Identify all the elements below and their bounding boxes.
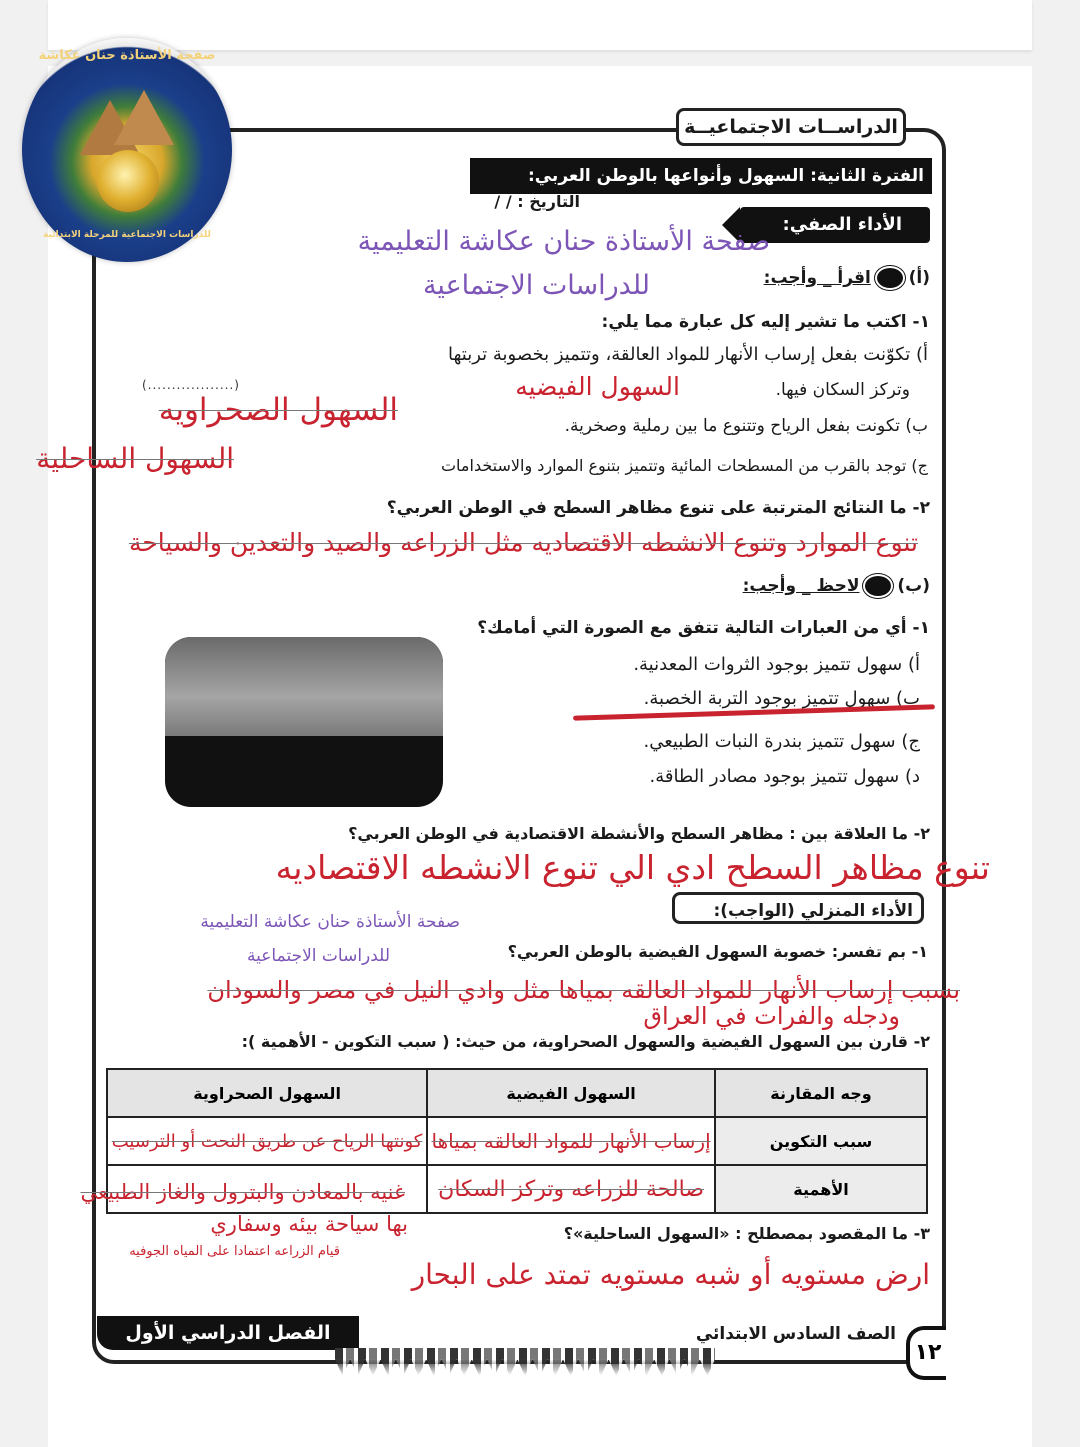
hw-q3-title: ٣- ما المقصود بمصطلح : «السهول الساحلية»؟ <box>563 1224 930 1243</box>
b-q1-title: ١- أي من العبارات التالية تتفق مع الصورة التي أمامك؟ <box>477 618 930 638</box>
answer-text: إرساب الأنهار للمواد العالقه بمياها <box>431 1129 711 1153</box>
globe-icon <box>97 150 159 212</box>
table-header-row <box>107 1069 927 1117</box>
watermark-2-line1: صفحة الأستاذة حنان عكاشة التعليمية <box>200 912 460 932</box>
a-q1-item-c: ج) توجد بالقرب من المسطحات المائية وتتميز بتنوع الموارد والاستخدامات <box>440 456 928 475</box>
row-label-importance: الأهمية <box>715 1165 927 1213</box>
grade-label: الصف السادس الابتدائي <box>695 1324 896 1344</box>
watermark-2-line2: للدراسات الاجتماعية <box>247 946 390 966</box>
logo-ring-text-top: صفحة الأستاذة حنان عكاشة <box>38 48 216 63</box>
photo-sky <box>165 637 443 736</box>
a-q1-item-a-line1: أ) تكوّنت بفعل إرساب الأنهار للمواد العالقة، وتتميز بخصوبة تربتها <box>448 344 928 365</box>
page-number: ١٢ <box>906 1326 946 1380</box>
desert-plain-photo <box>165 637 443 807</box>
teacher-page-logo <box>22 38 232 262</box>
b-q2-title: ٢- ما العلاقة بين : مظاهر السطح والأنشطة الاقتصادية في الوطن العربي؟ <box>348 824 930 843</box>
previous-post-card <box>48 0 1032 50</box>
part-a-letter: (أ) <box>908 268 930 288</box>
part-b-label: لاحظ _ وأجب: <box>742 576 860 596</box>
b-option-d: د) سهول تتميز بوجود مصادر الطاقة. <box>649 766 920 787</box>
answer-text: كونتها الرياح عن طريق النحت أو الترسيب <box>111 1130 423 1152</box>
a-q1-item-a-answer: السهول الفيضيه <box>515 372 680 401</box>
table-header-aspect: وجه المقارنة <box>715 1069 927 1117</box>
date-label: التاريخ : / / <box>494 192 580 211</box>
audio-eye-icon <box>877 268 903 288</box>
a-q1-item-b-answer: السهول الصحراويه <box>158 392 398 428</box>
a-q2-answer: تنوع الموارد وتنوع الانشطه الاقتصاديه مثل الزراعه والصيد والتعدين والسياحة <box>128 528 918 557</box>
answer-text: صالحة للزراعه وتركز السكان <box>438 1176 704 1202</box>
a-q1-item-b: ب) تكونت بفعل الرياح وتتنوع ما بين رملية وصخرية. <box>564 416 928 436</box>
row-label-formation: سبب التكوين <box>715 1117 927 1165</box>
b-q2-answer: تنوع مظاهر السطح ادي الي تنوع الانشطه الاقتصاديه <box>275 848 990 887</box>
hw-q3-answer: ارض مستويه أو شبه مستويه تمتد على البحار <box>411 1258 930 1291</box>
term-label: الفصل الدراسي الأول <box>97 1316 359 1350</box>
hw-q2-title: ٢- قارن بين السهول الفيضية والسهول الصحراوية، من حيث: ( سبب التكوين - الأهمية ): <box>241 1032 930 1051</box>
b-option-b: ب) سهول تتميز بوجود التربة الخصبة. <box>643 688 920 709</box>
lesson-title-bar: الفترة الثانية: السهول وأنواعها بالوطن العربي: <box>470 158 932 194</box>
desert-importance-line2: بها سياحة بيئه وسفاري <box>210 1212 408 1236</box>
hw-q1-answer-line2: ودجله والفرات في العراق <box>643 1002 900 1030</box>
table-header-desert: السهول الصحراوية <box>107 1069 427 1117</box>
b-option-a: أ) سهول تتميز بوجود الثروات المعدنية. <box>633 654 920 675</box>
b-option-c: ج) سهول تتميز بندرة النبات الطبيعي. <box>643 731 920 752</box>
cell-floodplain-formation <box>427 1117 715 1165</box>
part-b-heading <box>700 576 930 596</box>
watermark-line1: صفحة الأستاذة حنان عكاشة التعليمية <box>357 226 770 257</box>
desert-importance-line1: غنيه بالمعادن والبترول والغاز الطبيعي <box>80 1180 405 1204</box>
cell-desert-formation <box>107 1117 427 1165</box>
hw-q1-answer-line1: بسبب إرساب الأنهار للمواد العالقه بمياها مثل وادي النيل في مصر والسودان <box>207 976 960 1004</box>
subject-tab: الدراســات الاجتماعيــة <box>676 108 906 146</box>
part-b-letter: (ب) <box>897 576 930 596</box>
homework-label: الأداء المنزلي (الواجب): <box>672 892 924 924</box>
table-row <box>107 1117 927 1165</box>
a-q1-item-a-line2: وتركز السكان فيها. <box>775 380 910 400</box>
a-q1-title: ١- اكتب ما تشير إليه كل عبارة مما يلي: <box>601 312 930 332</box>
hw-q1-title: ١- بم تفسر: خصوبة السهول الفيضية بالوطن العربي؟ <box>507 942 928 961</box>
part-a-heading <box>700 268 930 288</box>
logo-ring-text-bottom: للدراسات الاجتماعية للمرحلة الابتدائية <box>43 230 211 240</box>
observe-eye-icon <box>865 576 891 596</box>
desert-importance-line3: قيام الزراعه اعتمادا على المياه الجوفيه <box>129 1244 340 1259</box>
a-q1-item-c-answer: السهول الساحلية <box>36 442 234 475</box>
a-q1-item-a-blank: (..................) <box>141 378 240 392</box>
cell-floodplain-importance <box>427 1165 715 1213</box>
watermark-line2: للدراسات الاجتماعية <box>422 270 650 301</box>
table-header-floodplain: السهول الفيضية <box>427 1069 715 1117</box>
class-performance-tag: الأداء الصفي: <box>740 207 930 243</box>
part-a-label: اقرأ _ وأجب: <box>763 268 871 288</box>
a-q2-title: ٢- ما النتائج المترتبة على تنوع مظاهر السطح في الوطن العربي؟ <box>386 498 930 518</box>
pyramid-icon <box>114 90 174 145</box>
